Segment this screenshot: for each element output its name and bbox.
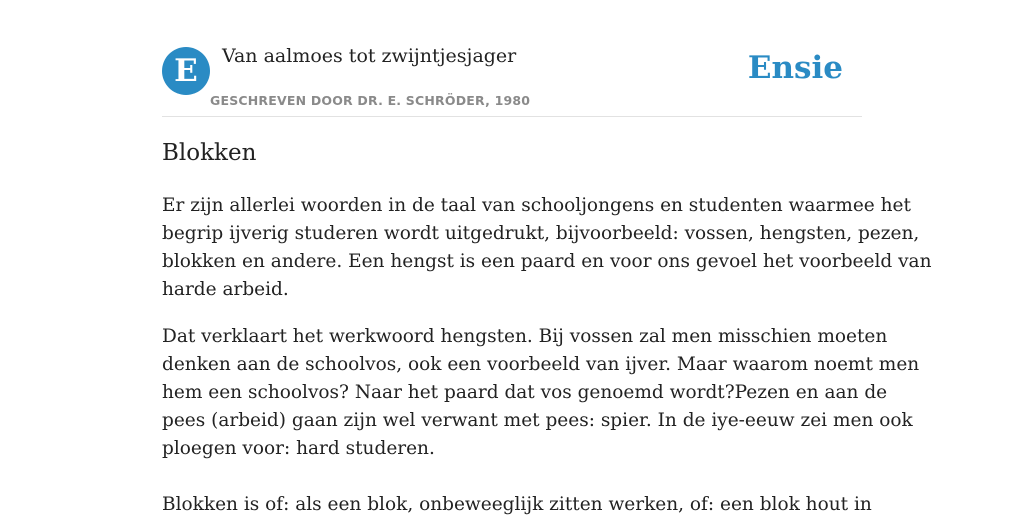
article-paragraph-1 xyxy=(162,192,932,304)
book-header xyxy=(162,0,862,117)
paragraph-line: ploegen voor: hard studeren. xyxy=(162,438,435,459)
book-title[interactable]: Van aalmoes tot zwijntjesjager xyxy=(222,45,517,67)
paragraph-line: denken aan de schoolvos, ook een voorbeeld van ijver. Maar waarom noemt men xyxy=(162,354,920,375)
article-paragraph-2 xyxy=(162,323,920,463)
author-byline: GESCHREVEN DOOR DR. E. SCHRÖDER, 1980 xyxy=(210,93,531,108)
ensie-brand-link[interactable]: Ensie xyxy=(747,50,843,86)
ensie-logo-icon[interactable]: E xyxy=(162,47,210,95)
paragraph-line: Blokken is of: als een blok, onbeweeglijk zitten werken, of: een blok hout in xyxy=(162,494,872,515)
paragraph-line: harde arbeid. xyxy=(162,279,289,300)
article-paragraph-3 xyxy=(162,491,872,519)
paragraph-line: Dat verklaart het werkwoord hengsten. Bij vossen zal men misschien moeten xyxy=(162,326,888,347)
article-page xyxy=(162,0,932,515)
paragraph-line: Er zijn allerlei woorden in de taal van schooljongens en studenten waarmee het xyxy=(162,195,911,216)
paragraph-line: pees (arbeid) gaan zijn wel verwant met pees: spier. In de iye-eeuw zei men ook xyxy=(162,410,913,431)
article-heading: Blokken xyxy=(162,140,257,166)
paragraph-line: blokken en andere. Een hengst is een paard en voor ons gevoel het voorbeeld van xyxy=(162,251,932,272)
paragraph-line: begrip ijverig studeren wordt uitgedrukt, bijvoorbeeld: vossen, hengsten, pezen, xyxy=(162,223,920,244)
paragraph-line: hem een schoolvos? Naar het paard dat vos genoemd wordt?Pezen en aan de xyxy=(162,382,888,403)
